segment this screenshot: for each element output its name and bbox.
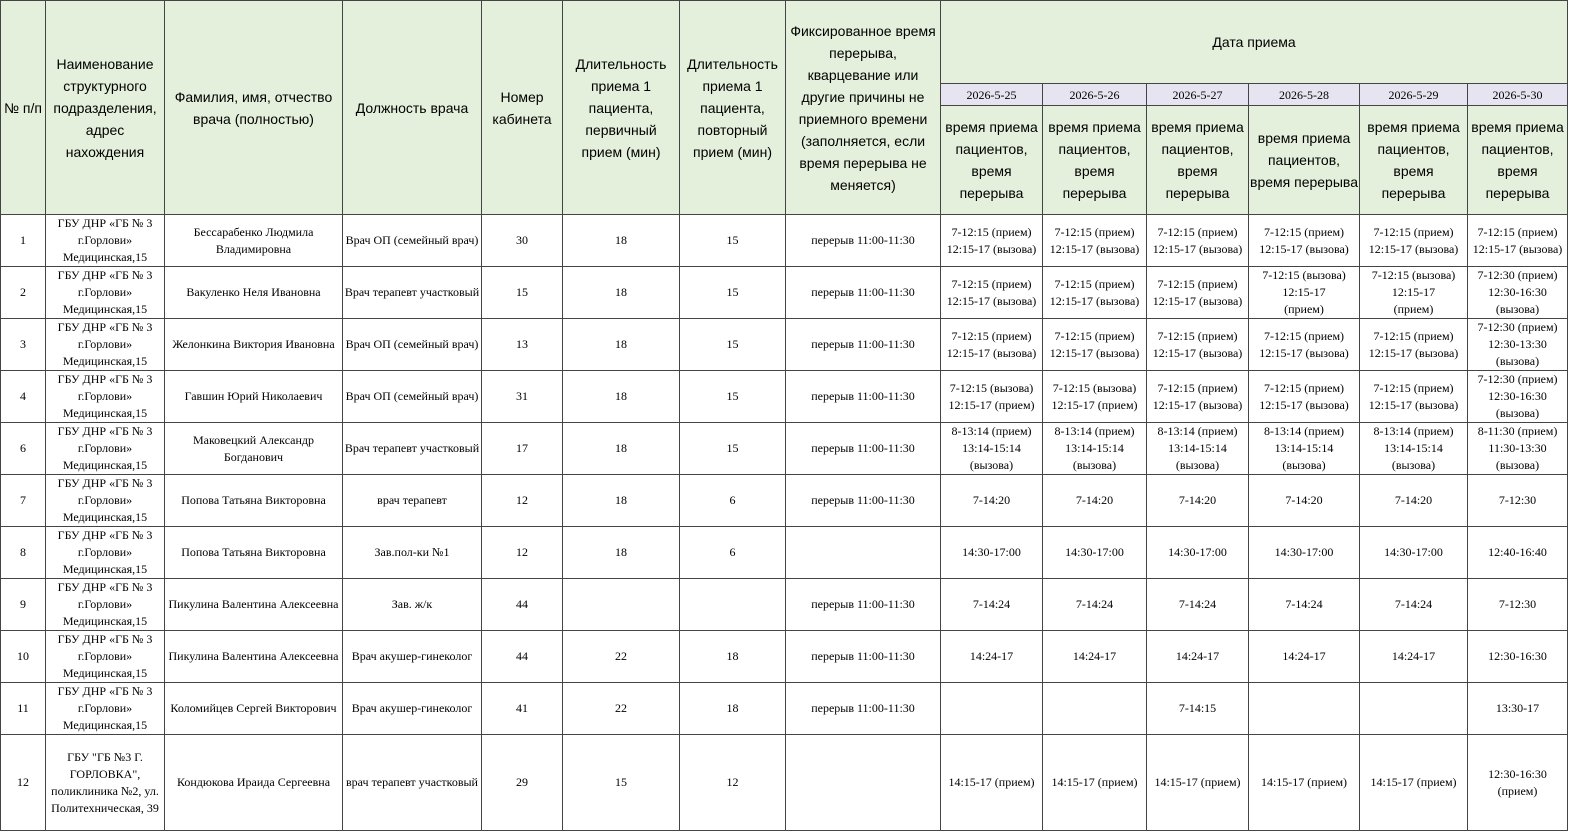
row-duration-primary-cell: 18 bbox=[563, 371, 680, 423]
row-cabinet-cell: 13 bbox=[482, 319, 563, 371]
row-num-cell: 1 bbox=[1, 215, 46, 267]
row-doctor-name-cell: Кондюкова Ираида Сергеевна bbox=[165, 735, 343, 831]
row-day-schedule-cell: 7-14:24 bbox=[1249, 579, 1360, 631]
row-doctor-name-cell: Попова Татьяна Викторовна bbox=[165, 527, 343, 579]
header-num: № п/п bbox=[1, 1, 46, 215]
row-duration-repeat-cell: 15 bbox=[680, 423, 786, 475]
row-break-cell: перерыв 11:00-11:30 bbox=[786, 215, 941, 267]
row-duration-repeat-cell: 15 bbox=[680, 371, 786, 423]
row-day-schedule-cell: 7-12:15 (вызова) 12:15-17 (прием) bbox=[1249, 267, 1360, 319]
row-position-cell: Врач терапевт участковый bbox=[343, 423, 482, 475]
day-subheader: время приема пациентов, время перерыва bbox=[1249, 106, 1360, 215]
row-num-cell: 12 bbox=[1, 735, 46, 831]
row-day-schedule-cell: 14:30-17:00 bbox=[941, 527, 1043, 579]
row-day-schedule-cell: 7-12:15 (прием) 12:15-17 (вызова) bbox=[1043, 267, 1147, 319]
table-row bbox=[1, 267, 1568, 319]
row-day-schedule-cell: 14:30-17:00 bbox=[1249, 527, 1360, 579]
row-day-schedule-cell: 7-12:15 (прием) 12:15-17 (вызова) bbox=[1043, 319, 1147, 371]
date-cell: 2026-5-29 bbox=[1360, 84, 1468, 106]
row-num-cell: 8 bbox=[1, 527, 46, 579]
date-cell: 2026-5-25 bbox=[941, 84, 1043, 106]
row-day-schedule-cell: 14:15-17 (прием) bbox=[1249, 735, 1360, 831]
row-num-cell: 3 bbox=[1, 319, 46, 371]
row-day-schedule-cell: 14:30-17:00 bbox=[1147, 527, 1249, 579]
row-break-cell: перерыв 11:00-11:30 bbox=[786, 631, 941, 683]
row-day-schedule-cell: 8-13:14 (прием) 13:14-15:14 (вызова) bbox=[1147, 423, 1249, 475]
row-duration-primary-cell: 22 bbox=[563, 683, 680, 735]
header-doctor-name: Фамилия, имя, отчество врача (полностью) bbox=[165, 1, 343, 215]
row-day-schedule-cell: 14:15-17 (прием) bbox=[1043, 735, 1147, 831]
row-cabinet-cell: 30 bbox=[482, 215, 563, 267]
day-subheader: время приема пациентов, время перерыва bbox=[1468, 106, 1568, 215]
row-day-schedule-cell: 14:24-17 bbox=[941, 631, 1043, 683]
row-day-schedule-cell: 7-14:24 bbox=[941, 579, 1043, 631]
row-doctor-name-cell: Желонкина Виктория Ивановна bbox=[165, 319, 343, 371]
header-break: Фиксированное время перерыва, кварцевание или другие причины не приемного времени (заполняется, если время перерыва не меняется) bbox=[786, 1, 941, 215]
row-day-schedule-cell: 7-14:20 bbox=[941, 475, 1043, 527]
row-position-cell: Врач акушер-гинеколог bbox=[343, 631, 482, 683]
row-day-schedule-cell: 8-13:14 (прием) 13:14-15:14 (вызова) bbox=[1043, 423, 1147, 475]
row-day-schedule-cell: 7-12:15 (прием) 12:15-17 (вызова) bbox=[941, 267, 1043, 319]
row-department-cell: ГБУ ДНР «ГБ № 3 г.Горлови» Медицинская,15 bbox=[46, 475, 165, 527]
row-day-schedule-cell: 7-12:15 (прием) 12:15-17 (вызова) bbox=[1147, 215, 1249, 267]
row-department-cell: ГБУ ДНР «ГБ № 3 г.Горлови» Медицинская,15 bbox=[46, 215, 165, 267]
row-cabinet-cell: 17 bbox=[482, 423, 563, 475]
row-num-cell: 9 bbox=[1, 579, 46, 631]
row-position-cell: врач терапевт участковый bbox=[343, 735, 482, 831]
row-department-cell: ГБУ ДНР «ГБ № 3 г.Горлови» Медицинская,15 bbox=[46, 631, 165, 683]
row-day-schedule-cell bbox=[941, 683, 1043, 735]
row-doctor-name-cell: Вакуленко Неля Ивановна bbox=[165, 267, 343, 319]
row-position-cell: Врач ОП (семейный врач) bbox=[343, 371, 482, 423]
row-duration-repeat-cell: 18 bbox=[680, 683, 786, 735]
row-num-cell: 10 bbox=[1, 631, 46, 683]
row-department-cell: ГБУ ДНР «ГБ № 3 г.Горлови» Медицинская,15 bbox=[46, 579, 165, 631]
row-department-cell: ГБУ ДНР «ГБ № 3 г.Горлови» Медицинская,15 bbox=[46, 267, 165, 319]
row-duration-repeat-cell: 6 bbox=[680, 475, 786, 527]
row-day-schedule-cell: 14:24-17 bbox=[1043, 631, 1147, 683]
row-day-schedule-cell: 14:24-17 bbox=[1249, 631, 1360, 683]
row-cabinet-cell: 29 bbox=[482, 735, 563, 831]
schedule-body bbox=[1, 215, 1568, 831]
row-department-cell: ГБУ ДНР «ГБ № 3 г.Горлови» Медицинская,15 bbox=[46, 371, 165, 423]
row-day-schedule-cell: 14:30-17:00 bbox=[1360, 527, 1468, 579]
row-duration-primary-cell: 18 bbox=[563, 215, 680, 267]
row-day-schedule-cell: 7-12:15 (прием) 12:15-17 (вызова) bbox=[1360, 215, 1468, 267]
row-num-cell: 4 bbox=[1, 371, 46, 423]
row-num-cell: 11 bbox=[1, 683, 46, 735]
row-position-cell: Врач терапевт участковый bbox=[343, 267, 482, 319]
row-department-cell: ГБУ ДНР «ГБ № 3 г.Горлови» Медицинская,15 bbox=[46, 423, 165, 475]
row-day-schedule-cell: 7-12:15 (прием) 12:15-17 (вызова) bbox=[1249, 215, 1360, 267]
row-position-cell: Врач акушер-гинеколог bbox=[343, 683, 482, 735]
row-position-cell: Врач ОП (семейный врач) bbox=[343, 215, 482, 267]
header-position: Должность врача bbox=[343, 1, 482, 215]
row-break-cell: перерыв 11:00-11:30 bbox=[786, 267, 941, 319]
row-duration-repeat-cell bbox=[680, 579, 786, 631]
row-doctor-name-cell: Гавшин Юрий Николаевич bbox=[165, 371, 343, 423]
row-doctor-name-cell: Пикулина Валентина Алексеевна bbox=[165, 631, 343, 683]
row-duration-primary-cell: 18 bbox=[563, 475, 680, 527]
row-num-cell: 7 bbox=[1, 475, 46, 527]
row-break-cell: перерыв 11:00-11:30 bbox=[786, 371, 941, 423]
row-duration-primary-cell bbox=[563, 579, 680, 631]
row-cabinet-cell: 44 bbox=[482, 631, 563, 683]
date-cell: 2026-5-30 bbox=[1468, 84, 1568, 106]
row-day-schedule-cell: 14:15-17 (прием) bbox=[1360, 735, 1468, 831]
row-cabinet-cell: 12 bbox=[482, 475, 563, 527]
row-day-schedule-cell: 8-13:14 (прием) 13:14-15:14 (вызова) bbox=[941, 423, 1043, 475]
table-row bbox=[1, 683, 1568, 735]
row-duration-repeat-cell: 15 bbox=[680, 267, 786, 319]
row-day-schedule-cell: 13:30-17 bbox=[1468, 683, 1568, 735]
row-day-schedule-cell: 7-12:15 (прием) 12:15-17 (вызова) bbox=[1249, 319, 1360, 371]
row-cabinet-cell: 12 bbox=[482, 527, 563, 579]
day-subheader: время приема пациентов, время перерыва bbox=[941, 106, 1043, 215]
row-duration-repeat-cell: 18 bbox=[680, 631, 786, 683]
row-day-schedule-cell: 14:15-17 (прием) bbox=[941, 735, 1043, 831]
row-day-schedule-cell: 7-12:15 (прием) 12:15-17 (вызова) bbox=[1249, 371, 1360, 423]
row-day-schedule-cell: 7-12:15 (прием) 12:15-17 (вызова) bbox=[1360, 371, 1468, 423]
header-department: Наименование структурного подразделения, адрес нахождения bbox=[46, 1, 165, 215]
row-day-schedule-cell bbox=[1360, 683, 1468, 735]
row-day-schedule-cell bbox=[1249, 683, 1360, 735]
header-cabinet: Номер кабинета bbox=[482, 1, 563, 215]
row-cabinet-cell: 15 bbox=[482, 267, 563, 319]
table-row bbox=[1, 319, 1568, 371]
row-day-schedule-cell: 7-12:30 bbox=[1468, 579, 1568, 631]
row-duration-primary-cell: 22 bbox=[563, 631, 680, 683]
table-row bbox=[1, 631, 1568, 683]
table-row bbox=[1, 475, 1568, 527]
table-row bbox=[1, 735, 1568, 831]
row-doctor-name-cell: Маковецкий Александр Богданович bbox=[165, 423, 343, 475]
row-day-schedule-cell: 7-12:15 (прием) 12:15-17 (вызова) bbox=[1147, 319, 1249, 371]
row-break-cell: перерыв 11:00-11:30 bbox=[786, 475, 941, 527]
date-cell: 2026-5-27 bbox=[1147, 84, 1249, 106]
row-day-schedule-cell: 7-12:15 (прием) 12:15-17 (вызова) bbox=[941, 319, 1043, 371]
row-day-schedule-cell: 14:30-17:00 bbox=[1043, 527, 1147, 579]
row-day-schedule-cell: 7-14:20 bbox=[1249, 475, 1360, 527]
row-day-schedule-cell: 8-13:14 (прием) 13:14-15:14 (вызова) bbox=[1249, 423, 1360, 475]
row-department-cell: ГБУ ДНР «ГБ № 3 г.Горлови» Медицинская,15 bbox=[46, 527, 165, 579]
table-row bbox=[1, 215, 1568, 267]
row-day-schedule-cell: 7-12:15 (прием) 12:15-17 (вызова) bbox=[941, 215, 1043, 267]
row-day-schedule-cell: 7-14:24 bbox=[1360, 579, 1468, 631]
date-cell: 2026-5-26 bbox=[1043, 84, 1147, 106]
header-date-group: Дата приема bbox=[941, 1, 1568, 84]
day-subheader: время приема пациентов, время перерыва bbox=[1043, 106, 1147, 215]
row-department-cell: ГБУ ДНР «ГБ № 3 г.Горлови» Медицинская,15 bbox=[46, 683, 165, 735]
row-day-schedule-cell: 7-12:15 (прием) 12:15-17 (вызова) bbox=[1147, 371, 1249, 423]
row-duration-repeat-cell: 15 bbox=[680, 319, 786, 371]
row-day-schedule-cell: 7-14:24 bbox=[1147, 579, 1249, 631]
row-num-cell: 2 bbox=[1, 267, 46, 319]
row-day-schedule-cell: 12:30-16:30 (прием) bbox=[1468, 735, 1568, 831]
row-department-cell: ГБУ ДНР «ГБ № 3 г.Горлови» Медицинская,15 bbox=[46, 319, 165, 371]
row-day-schedule-cell: 7-12:15 (вызова) 12:15-17 (прием) bbox=[941, 371, 1043, 423]
row-duration-repeat-cell: 15 bbox=[680, 215, 786, 267]
row-duration-primary-cell: 18 bbox=[563, 423, 680, 475]
row-duration-repeat-cell: 12 bbox=[680, 735, 786, 831]
row-day-schedule-cell: 7-14:20 bbox=[1147, 475, 1249, 527]
row-position-cell: Врач ОП (семейный врач) bbox=[343, 319, 482, 371]
row-day-schedule-cell: 7-14:20 bbox=[1043, 475, 1147, 527]
row-day-schedule-cell: 7-14:15 bbox=[1147, 683, 1249, 735]
row-break-cell: перерыв 11:00-11:30 bbox=[786, 423, 941, 475]
row-day-schedule-cell: 7-14:20 bbox=[1360, 475, 1468, 527]
row-day-schedule-cell: 7-12:15 (прием) 12:15-17 (вызова) bbox=[1360, 319, 1468, 371]
row-duration-primary-cell: 18 bbox=[563, 319, 680, 371]
row-day-schedule-cell: 7-12:30 (прием) 12:30-16:30 (вызова) bbox=[1468, 371, 1568, 423]
row-position-cell: Зав.пол-ки №1 bbox=[343, 527, 482, 579]
day-subheader: время приема пациентов, время перерыва bbox=[1360, 106, 1468, 215]
row-day-schedule-cell: 7-12:15 (вызова) 12:15-17 (прием) bbox=[1043, 371, 1147, 423]
row-day-schedule-cell: 12:30-16:30 bbox=[1468, 631, 1568, 683]
row-day-schedule-cell bbox=[1043, 683, 1147, 735]
row-cabinet-cell: 41 bbox=[482, 683, 563, 735]
row-doctor-name-cell: Бессарабенко Людмила Владимировна bbox=[165, 215, 343, 267]
row-cabinet-cell: 44 bbox=[482, 579, 563, 631]
row-day-schedule-cell: 7-12:15 (вызова) 12:15-17 (прием) bbox=[1360, 267, 1468, 319]
row-day-schedule-cell: 7-12:30 (прием) 12:30-13:30 (вызова) bbox=[1468, 319, 1568, 371]
table-row bbox=[1, 579, 1568, 631]
row-break-cell: перерыв 11:00-11:30 bbox=[786, 579, 941, 631]
day-subheader: время приема пациентов, время перерыва bbox=[1147, 106, 1249, 215]
row-day-schedule-cell: 7-12:15 (прием) 12:15-17 (вызова) bbox=[1043, 215, 1147, 267]
row-break-cell: перерыв 11:00-11:30 bbox=[786, 683, 941, 735]
row-day-schedule-cell: 14:24-17 bbox=[1360, 631, 1468, 683]
row-day-schedule-cell: 7-12:30 (прием) 12:30-16:30 (вызова) bbox=[1468, 267, 1568, 319]
header-duration-primary: Длительность приема 1 пациента, первичный прием (мин) bbox=[563, 1, 680, 215]
row-break-cell bbox=[786, 735, 941, 831]
row-doctor-name-cell: Пикулина Валентина Алексеевна bbox=[165, 579, 343, 631]
row-doctor-name-cell: Попова Татьяна Викторовна bbox=[165, 475, 343, 527]
row-day-schedule-cell: 7-12:30 bbox=[1468, 475, 1568, 527]
header-duration-repeat: Длительность приема 1 пациента, повторный прием (мин) bbox=[680, 1, 786, 215]
row-department-cell: ГБУ "ГБ №3 Г. ГОРЛОВКА", поликлиника №2, ул. Политехническая, 39 bbox=[46, 735, 165, 831]
row-day-schedule-cell: 8-13:14 (прием) 13:14-15:14 (вызова) bbox=[1360, 423, 1468, 475]
row-cabinet-cell: 31 bbox=[482, 371, 563, 423]
row-duration-primary-cell: 15 bbox=[563, 735, 680, 831]
row-break-cell: перерыв 11:00-11:30 bbox=[786, 319, 941, 371]
row-day-schedule-cell: 7-14:24 bbox=[1043, 579, 1147, 631]
row-position-cell: Зав. ж/к bbox=[343, 579, 482, 631]
row-position-cell: врач терапевт bbox=[343, 475, 482, 527]
table-row bbox=[1, 527, 1568, 579]
row-num-cell: 6 bbox=[1, 423, 46, 475]
row-day-schedule-cell: 14:24-17 bbox=[1147, 631, 1249, 683]
row-duration-repeat-cell: 6 bbox=[680, 527, 786, 579]
row-day-schedule-cell: 8-11:30 (прием) 11:30-13:30 (вызова) bbox=[1468, 423, 1568, 475]
row-day-schedule-cell: 7-12:15 (прием) 12:15-17 (вызова) bbox=[1468, 215, 1568, 267]
table-row bbox=[1, 423, 1568, 475]
row-break-cell bbox=[786, 527, 941, 579]
row-doctor-name-cell: Коломийцев Сергей Викторович bbox=[165, 683, 343, 735]
row-duration-primary-cell: 18 bbox=[563, 267, 680, 319]
table-row bbox=[1, 371, 1568, 423]
row-day-schedule-cell: 14:15-17 (прием) bbox=[1147, 735, 1249, 831]
row-day-schedule-cell: 7-12:15 (прием) 12:15-17 (вызова) bbox=[1147, 267, 1249, 319]
date-cell: 2026-5-28 bbox=[1249, 84, 1360, 106]
row-day-schedule-cell: 12:40-16:40 bbox=[1468, 527, 1568, 579]
row-duration-primary-cell: 18 bbox=[563, 527, 680, 579]
